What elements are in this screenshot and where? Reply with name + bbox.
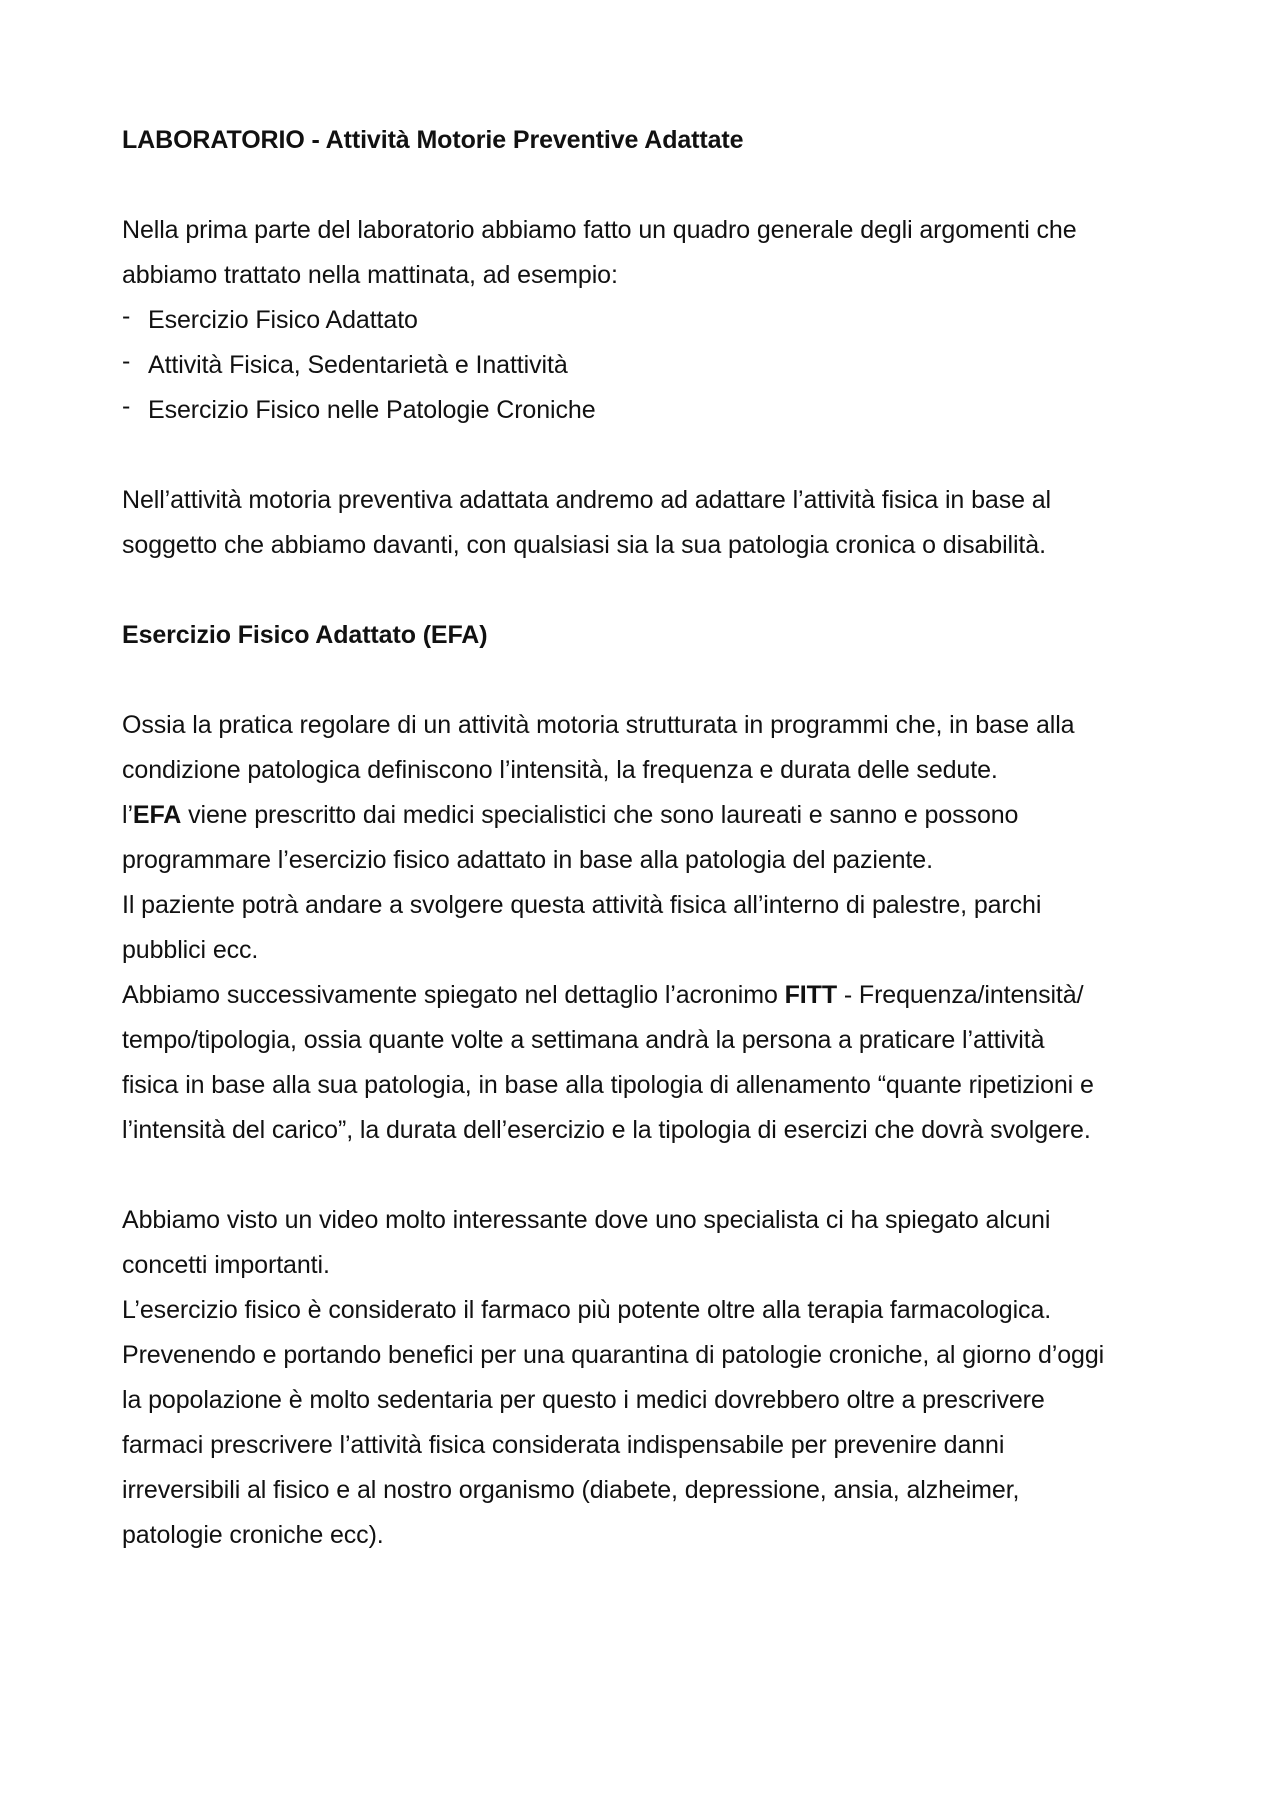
bullet-dash: - xyxy=(122,392,131,420)
efa-line-6: pubblici ecc. xyxy=(122,936,259,964)
video-line-4: Prevenendo e portando benefici per una quarantina di patologie croniche, al giorno d’oggi xyxy=(122,1341,1105,1369)
efa-acronym: EFA xyxy=(132,801,182,829)
video-line-3: L’esercizio fisico è considerato il farmaco più potente oltre alla terapia farmacologica. xyxy=(122,1296,1052,1324)
list-item xyxy=(122,298,1182,343)
apa-line-1: Nell’attività motoria preventiva adattata andremo ad adattare l’attività fisica in base al xyxy=(122,486,1052,514)
efa-line-7 xyxy=(122,973,1182,1018)
intro-line-1: Nella prima parte del laboratorio abbiamo fatto un quadro generale degli argomenti che xyxy=(122,216,1077,244)
efa-line-5: Il paziente potrà andare a svolgere questa attività fisica all’interno di palestre, parchi xyxy=(122,891,1042,919)
document-body xyxy=(122,118,1182,1558)
efa-line-10: l’intensità del carico”, la durata dell’esercizio e la tipologia di esercizi che dovrà svolgere. xyxy=(122,1116,1091,1144)
efa-line-2: condizione patologica definiscono l’intensità, la frequenza e durata delle sedute. xyxy=(122,756,998,784)
spacer xyxy=(122,568,1182,613)
list-item-label: Esercizio Fisico nelle Patologie Croniche xyxy=(148,396,596,424)
list-item-label: Attività Fisica, Sedentarietà e Inattività xyxy=(148,351,568,379)
spacer xyxy=(122,1153,1182,1198)
topics-list xyxy=(122,298,1182,433)
efa-line-9: fisica in base alla sua patologia, in base alla tipologia di allenamento “quante ripetizioni e xyxy=(122,1071,1094,1099)
efa-line-1: Ossia la pratica regolare di un attività motoria strutturata in programmi che, in base alla xyxy=(122,711,1075,739)
bullet-dash: - xyxy=(122,347,131,375)
list-item-label: Esercizio Fisico Adattato xyxy=(148,306,418,334)
video-line-1: Abbiamo visto un video molto interessante dove uno specialista ci ha spiegato alcuni xyxy=(122,1206,1051,1234)
efa-heading: Esercizio Fisico Adattato (EFA) xyxy=(122,621,488,649)
efa-line-4: programmare l’esercizio fisico adattato in base alla patologia del paziente. xyxy=(122,846,933,874)
intro-line-2: abbiamo trattato nella mattinata, ad esempio: xyxy=(122,261,618,289)
apa-line-2: soggetto che abbiamo davanti, con qualsiasi sia la sua patologia cronica o disabilità. xyxy=(122,531,1046,559)
bullet-dash: - xyxy=(122,302,131,330)
list-item xyxy=(122,388,1182,433)
spacer xyxy=(122,163,1182,208)
efa-line-7-pre: Abbiamo successivamente spiegato nel dettaglio l’acronimo xyxy=(122,981,785,1009)
video-line-8: patologie croniche ecc). xyxy=(122,1521,384,1549)
spacer xyxy=(122,658,1182,703)
efa-line-3 xyxy=(122,793,1182,838)
video-line-7: irreversibili al fisico e al nostro organismo (diabete, depressione, ansia, alzheimer, xyxy=(122,1476,1020,1504)
video-line-2: concetti importanti. xyxy=(122,1251,330,1279)
efa-line-7-post: - Frequenza/intensità/ xyxy=(836,981,1084,1009)
document-title: LABORATORIO - Attività Motorie Preventive Adattate xyxy=(122,126,744,154)
spacer xyxy=(122,433,1182,478)
efa-line-3-post: viene prescritto dai medici specialistici che sono laureati e sanno e possono xyxy=(181,801,1019,829)
video-line-5: la popolazione è molto sedentaria per questo i medici dovrebbero oltre a prescrivere xyxy=(122,1386,1045,1414)
fitt-acronym: FITT xyxy=(784,981,837,1009)
efa-line-3-pre: l’ xyxy=(122,801,133,829)
efa-line-8: tempo/tipologia, ossia quante volte a settimana andrà la persona a praticare l’attività xyxy=(122,1026,1045,1054)
list-item xyxy=(122,343,1182,388)
video-line-6: farmaci prescrivere l’attività fisica considerata indispensabile per prevenire danni xyxy=(122,1431,1005,1459)
